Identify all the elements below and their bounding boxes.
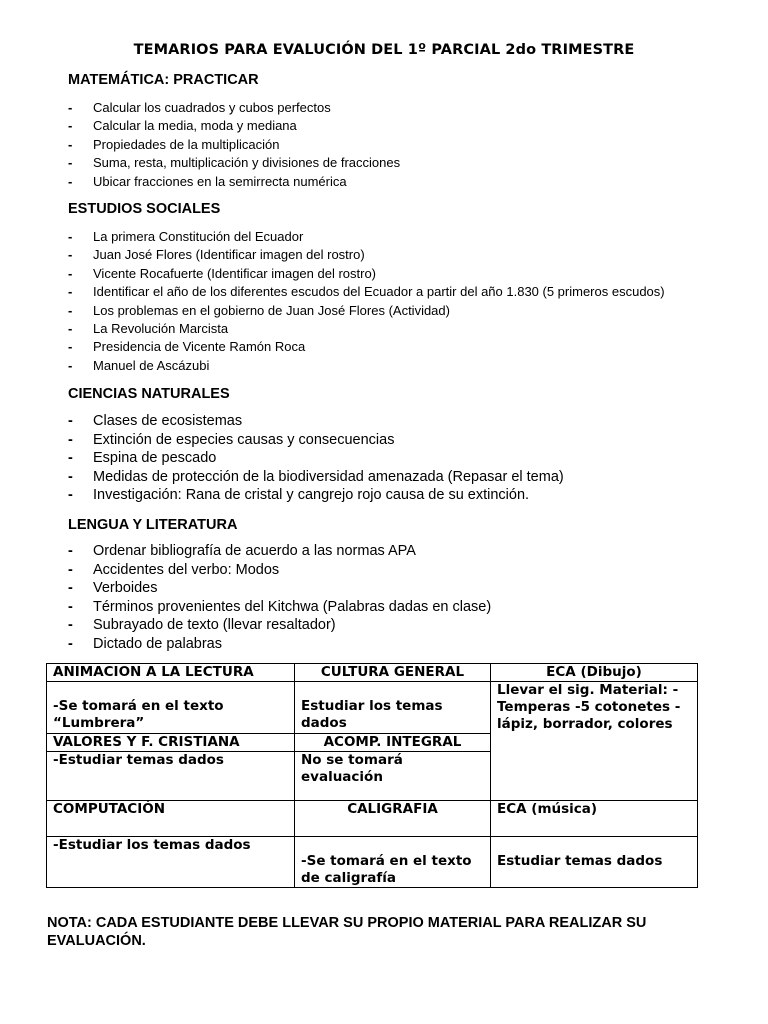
list-item-text: Los problemas en el gobierno de Juan José Flores (Actividad) [93, 302, 450, 318]
section-heading: ESTUDIOS SOCIALES [68, 201, 221, 217]
table-row [47, 664, 698, 682]
bullet-dash: - [68, 543, 73, 559]
list-item [68, 616, 758, 635]
list-item-text: Subrayado de texto (llevar resaltador) [93, 617, 336, 633]
list-item [68, 117, 758, 135]
valores-content: -Estudiar temas dados [47, 752, 295, 801]
eca-dibujo-content: Llevar el sig. Material: -Temperas -5 cotonetes -lápiz, borrador, colores [491, 682, 698, 801]
bullet-dash: - [68, 321, 73, 337]
list-item-text: Propiedades de la multiplicación [93, 136, 280, 152]
list-item-text: Dictado de palabras [93, 635, 222, 652]
list-item [68, 265, 758, 283]
list-item [68, 338, 758, 356]
eca-musica-header-text: ECA (música) [497, 801, 598, 817]
list-item [68, 302, 758, 320]
list-item [68, 561, 758, 580]
list-item-text: Manuel de Ascázubi [93, 357, 210, 373]
list-item [68, 136, 758, 154]
list-item-text: Accidentes del verbo: Modos [93, 561, 280, 578]
list-item [68, 99, 758, 117]
list-item [68, 412, 758, 431]
list-item-text: Espina de pescado [93, 450, 217, 466]
bullet-dash: - [68, 357, 73, 373]
list-item-text: Verboides [93, 580, 158, 596]
topic-list [68, 412, 758, 505]
animacion-header: ANIMACION A LA LECTURA [47, 664, 295, 682]
bullet-dash: - [68, 118, 73, 134]
list-item [68, 357, 758, 375]
list-item-text: Ordenar bibliografía de acuerdo a las normas APA [93, 543, 416, 559]
list-item [68, 635, 758, 654]
bullet-dash: - [68, 468, 73, 485]
list-item-text: Suma, resta, multiplicación y divisiones de fracciones [93, 155, 401, 171]
list-item-text: Calcular los cuadrados y cubos perfectos [93, 100, 331, 115]
table-row [47, 682, 698, 734]
list-item [68, 320, 758, 338]
section-matematica [68, 71, 758, 191]
bullet-dash: - [68, 284, 73, 300]
section-heading: CIENCIAS NATURALES [68, 386, 230, 402]
eca-musica-header [491, 801, 698, 837]
list-item [68, 468, 758, 487]
list-item [68, 154, 758, 172]
list-item-text: Ubicar fracciones en la semirrecta numérica [93, 173, 347, 189]
animacion-content: -Se tomará en el texto “Lumbrera” [47, 682, 295, 734]
computacion-header: COMPUTACIÓN [47, 801, 295, 837]
computacion-content: -Estudiar los temas dados [47, 837, 295, 888]
list-item [68, 431, 758, 450]
list-item-text: Clases de ecosistemas [93, 413, 243, 429]
list-item [68, 486, 758, 505]
list-item [68, 542, 758, 561]
list-item [68, 283, 758, 301]
bullet-dash: - [68, 431, 73, 448]
eca-dibujo-header: ECA (Dibujo) [491, 664, 698, 682]
eca-musica-content: Estudiar temas dados [491, 837, 698, 888]
acomp-header: ACOMP. INTEGRAL [295, 734, 491, 752]
list-item-text: Términos provenientes del Kitchwa (Palabras dadas en clase) [93, 598, 492, 615]
table-row [47, 837, 698, 888]
cultura-header: CULTURA GENERAL [295, 664, 491, 682]
valores-header: VALORES Y F. CRISTIANA [47, 734, 295, 752]
bullet-dash: - [68, 155, 73, 171]
bullet-dash: - [68, 487, 73, 503]
cultura-content: Estudiar los temas dados [295, 682, 491, 734]
caligrafia-content: -Se tomará en el texto de caligrafía [295, 837, 491, 888]
list-item [68, 246, 758, 264]
bullet-dash: - [68, 100, 73, 115]
list-item-text: Identificar el año de los diferentes escudos del Ecuador a partir del año 1.830 (5 primeros escudos) [93, 284, 665, 300]
list-item [68, 449, 758, 468]
bullet-dash: - [68, 247, 73, 263]
list-item-text: La Revolución Marcista [93, 321, 229, 337]
footer-note: NOTA: CADA ESTUDIANTE DEBE LLEVAR SU PROPIO MATERIAL PARA REALIZAR SU EVALUACIÓN. [47, 915, 647, 949]
list-item-text: Investigación: Rana de cristal y cangrejo rojo causa de su extinción. [93, 487, 530, 503]
table-row [47, 801, 698, 837]
section-lengua-literatura [68, 516, 758, 653]
bullet-dash: - [68, 561, 73, 578]
bullet-dash: - [68, 173, 73, 189]
bullet-dash: - [68, 265, 73, 281]
list-item-text: La primera Constitución del Ecuador [93, 229, 304, 244]
topic-list [68, 542, 758, 653]
list-item-text: Calcular la media, moda y mediana [93, 118, 297, 134]
section-ciencias-naturales [68, 385, 758, 505]
document-title: TEMARIOS PARA EVALUCIÓN DEL 1º PARCIAL 2do TRIMESTRE [133, 42, 635, 58]
bullet-dash: - [68, 450, 73, 466]
caligrafia-header: CALIGRAFIA [295, 801, 491, 837]
acomp-content: No se tomará evaluación [295, 752, 491, 801]
section-estudios-sociales [68, 200, 758, 375]
bullet-dash: - [68, 229, 73, 244]
bullet-dash: - [68, 302, 73, 318]
list-item [68, 598, 758, 617]
bullet-dash: - [68, 617, 73, 633]
list-item-text: Juan José Flores (Identificar imagen del rostro) [93, 247, 365, 263]
topic-list [68, 99, 758, 191]
list-item [68, 173, 758, 191]
bullet-dash: - [68, 413, 73, 429]
bullet-dash: - [68, 598, 73, 615]
subjects-table [46, 663, 698, 888]
topic-list [68, 228, 758, 375]
bullet-dash: - [68, 580, 73, 596]
list-item [68, 228, 758, 246]
section-heading: LENGUA Y LITERATURA [68, 517, 238, 533]
list-item-text: Medidas de protección de la biodiversidad amenazada (Repasar el tema) [93, 468, 564, 485]
bullet-dash: - [68, 339, 73, 355]
list-item-text: Presidencia de Vicente Ramón Roca [93, 339, 306, 355]
list-item-text: Vicente Rocafuerte (Identificar imagen del rostro) [93, 265, 377, 281]
bullet-dash: - [68, 136, 73, 152]
list-item [68, 579, 758, 598]
list-item-text: Extinción de especies causas y consecuencias [93, 431, 395, 448]
bullet-dash: - [68, 635, 73, 652]
section-heading: MATEMÁTICA: PRACTICAR [68, 72, 259, 88]
